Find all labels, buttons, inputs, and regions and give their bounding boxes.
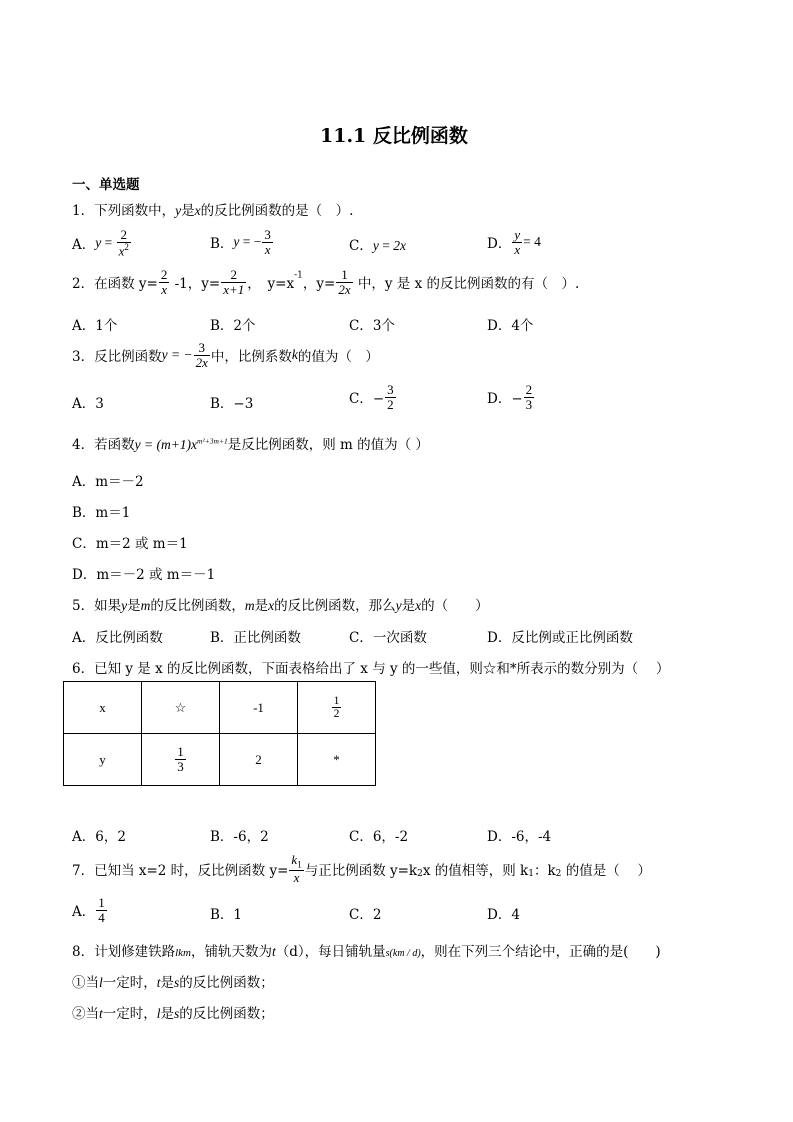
q4-option-a[interactable]: A．m＝－2	[72, 474, 144, 490]
question-5-stem	[72, 594, 489, 614]
q8-var: l	[156, 1006, 161, 1021]
q1-var-y: y	[175, 203, 182, 218]
q5-var: y	[121, 598, 128, 613]
option-label: D．	[487, 236, 512, 253]
value-table	[63, 681, 376, 786]
q5-text6: 是	[401, 598, 416, 614]
q5-var: m	[140, 598, 151, 613]
question-7-stem	[72, 853, 651, 885]
q5-text5: 的反比例函数，那么	[274, 598, 396, 614]
table-cell: -1	[220, 682, 298, 734]
q8-s1-text: ①当	[72, 975, 99, 991]
section-heading: 一、单选题	[72, 177, 140, 193]
frac-num: 3	[387, 382, 394, 397]
q4-option-d[interactable]: D．m＝－2 或 m＝－1	[72, 567, 216, 583]
frac-den: x	[161, 281, 167, 297]
q6-option-c[interactable]: C．6，-2	[349, 829, 409, 845]
q4-text2: 是反比例函数，则 m 的值为（ ）	[227, 437, 429, 453]
q7-option-b[interactable]: B．1	[210, 907, 243, 923]
frac-num: 1	[336, 268, 352, 283]
table-cell	[298, 682, 376, 734]
q7-text1: 7．已知当 x=2 时，反比例函数 y=	[72, 862, 289, 879]
q1-option-c[interactable]: C．y = 2x	[349, 238, 406, 254]
q6-option-d[interactable]: D．-6，-4	[487, 829, 552, 845]
q1-option-d[interactable]	[487, 228, 541, 256]
q2-text3: ， y=x	[247, 276, 295, 293]
q2-option-b[interactable]: B．2个	[210, 318, 256, 334]
q2-sup: -1	[294, 270, 303, 281]
frac-num: 2	[221, 268, 246, 283]
q1-option-b[interactable]: B．y = − $\frac{3}{x}$	[210, 227, 271, 257]
q8-s2-text: 是	[160, 1006, 175, 1022]
q7-text5: 的值是（ ）	[561, 862, 651, 879]
q8-var: s	[174, 975, 180, 990]
q1-var-x: x	[194, 203, 201, 218]
frac-num: 2	[117, 228, 131, 243]
table-cell: *	[298, 734, 376, 786]
q5-option-c[interactable]: C．一次函数	[349, 630, 427, 646]
q8-var: t	[156, 975, 161, 990]
q5-var: x	[415, 598, 422, 613]
q1-c-expr: 2x	[393, 238, 406, 253]
q5-text1: 5．如果	[72, 598, 122, 614]
q5-option-b[interactable]: B．正比例函数	[210, 630, 301, 646]
q8-var: t	[271, 944, 276, 959]
frac-den: 2x	[195, 354, 208, 370]
q3-option-c[interactable]	[349, 383, 397, 411]
question-4-stem	[72, 433, 429, 453]
frac-den: x	[264, 241, 271, 257]
q7-option-c[interactable]: C．2	[349, 907, 382, 923]
q3-text1: 3．反比例函数	[72, 349, 162, 366]
table-cell	[142, 734, 220, 786]
q2-text5: 中，y 是 x 的反比例函数的有（ ）.	[353, 276, 580, 293]
q8-text1: 8．计划修建铁路	[72, 944, 176, 960]
option-label: B．	[210, 236, 234, 253]
q7-option-a[interactable]	[72, 896, 108, 924]
frac-num: k	[291, 852, 298, 867]
q5-var: m	[244, 598, 255, 613]
q8-statement-1	[72, 971, 274, 991]
frac-den: 4	[98, 909, 105, 925]
q1-d-rhs: = 4	[523, 234, 541, 250]
q8-text2: ，铺轨天数为	[190, 944, 272, 960]
table-cell: 2	[220, 734, 298, 786]
frac-den: 2x	[338, 281, 351, 297]
question-2-stem	[72, 268, 579, 296]
q2-option-c[interactable]: C．3个	[349, 318, 395, 334]
option-label: C．	[349, 238, 373, 254]
q4-expr: y = (m+1)x	[134, 437, 198, 452]
q5-option-a[interactable]: A．反比例函数	[72, 630, 163, 646]
q8-var: s(km / d)	[385, 948, 421, 959]
option-label: D．−	[487, 391, 523, 408]
question-3-stem	[72, 341, 379, 369]
q8-text4: ，则在下列三个结论中，正确的是( )	[420, 944, 661, 960]
q3-option-d[interactable]	[487, 383, 535, 411]
q8-var: l	[99, 975, 103, 990]
q4-text1: 4．若函数	[72, 437, 135, 453]
q2-text4: ，y=	[302, 276, 336, 293]
q5-text7: 的（ ）	[421, 598, 489, 614]
q7-text4: ：k	[533, 862, 556, 879]
frac-num: 3	[264, 227, 271, 242]
q2-option-d[interactable]: D．4个	[487, 318, 534, 334]
frac-sup: 2	[124, 241, 129, 252]
q6-option-b[interactable]: B．-6，2	[210, 829, 269, 845]
q7-sub: 2	[417, 869, 423, 880]
q5-var: y	[395, 598, 402, 613]
q8-var: s	[174, 1006, 180, 1021]
q4-option-c[interactable]: C．m＝2 或 m＝1	[72, 536, 188, 552]
option-label: C．−	[349, 391, 385, 408]
q2-text2: -1，y=	[170, 276, 221, 293]
q7-text3: x 的值相等，则 k	[422, 862, 529, 879]
frac-den: x+1	[223, 281, 245, 297]
q8-s2-text: ②当	[72, 1006, 99, 1022]
q7-sub: 1	[528, 869, 534, 880]
frac-den: x	[514, 241, 521, 257]
q3-var-k: k	[291, 347, 298, 363]
frac-den: 2	[333, 708, 340, 720]
q2-text1: 2．在函数 y=	[72, 276, 158, 293]
table-cell: ☆	[142, 682, 220, 734]
q1-stem-text3: 的反比例函数的是（ ）.	[200, 203, 354, 219]
q3-option-b[interactable]: B．−3	[210, 396, 254, 412]
q8-s2-text: 的反比例函数；	[179, 1006, 274, 1022]
q7-text2: 与正比例函数 y=k	[304, 862, 418, 879]
q5-text3: 的反比例函数，	[150, 598, 245, 614]
frac-den: x	[118, 242, 125, 258]
q5-var: x	[268, 598, 275, 613]
question-6-stem: 6．已知 y 是 x 的反比例函数，下面表格给出了 x 与 y 的一些值，则☆和*所表示的数分别为（ ）	[72, 661, 670, 677]
q5-text2: 是	[127, 598, 141, 614]
table-cell: x	[64, 682, 142, 734]
frac-num: 2	[160, 267, 168, 282]
frac-num: 3	[194, 341, 210, 356]
q8-var: lkm	[175, 947, 191, 959]
q3-option-a[interactable]: A．3	[72, 396, 104, 412]
q4-option-b[interactable]: B．m＝1	[72, 505, 131, 521]
q8-s1-text: 一定时，	[102, 975, 157, 991]
frac-num: 1	[98, 895, 105, 910]
question-8-stem	[72, 940, 661, 960]
q8-s1-text: 的反比例函数；	[179, 975, 274, 991]
q3-text2: 中，比例系数	[210, 349, 292, 366]
q3-lhs: y = −	[161, 347, 193, 363]
frac-den: 3	[177, 759, 184, 774]
q4-sup: m²+3m+1	[197, 436, 228, 446]
q3-text3: 的值为（ ）	[297, 349, 379, 366]
frac-den: 3	[525, 396, 533, 412]
page-title: 11.1 反比例函数	[320, 125, 468, 147]
frac-den: 2	[387, 396, 394, 412]
frac-num: 2	[525, 382, 533, 397]
question-1-stem	[72, 199, 353, 219]
table-cell: y	[64, 734, 142, 786]
q8-statement-2	[72, 1002, 274, 1022]
frac-sub: 1	[297, 859, 302, 870]
frac-den: x	[293, 870, 300, 886]
q8-s2-text: 一定时，	[102, 1006, 157, 1022]
q8-s1-text: 是	[160, 975, 175, 991]
q6-option-a[interactable]: A．6，2	[72, 829, 126, 845]
q7-option-d[interactable]: D．4	[487, 907, 520, 923]
option-label: A．	[72, 904, 96, 921]
frac-num: 1	[177, 744, 184, 760]
q5-option-d[interactable]: D．反比例或正比例函数	[487, 630, 633, 646]
q1-option-a[interactable]: A．y = $\frac{2}{x^2}$	[72, 227, 129, 258]
frac-num: y	[514, 227, 521, 242]
q5-text4: 是	[254, 598, 269, 614]
q2-option-a[interactable]: A．1个	[72, 318, 118, 334]
q1-stem-text: 1．下列函数中，	[72, 203, 176, 219]
q8-var: t	[99, 1006, 103, 1021]
q8-text3: （d），每日铺轨量	[275, 944, 386, 960]
q1-stem-text2: 是	[181, 203, 195, 219]
frac-num: 1	[333, 694, 340, 707]
option-label: A．	[72, 236, 96, 253]
q7-sub: 2	[555, 869, 562, 880]
